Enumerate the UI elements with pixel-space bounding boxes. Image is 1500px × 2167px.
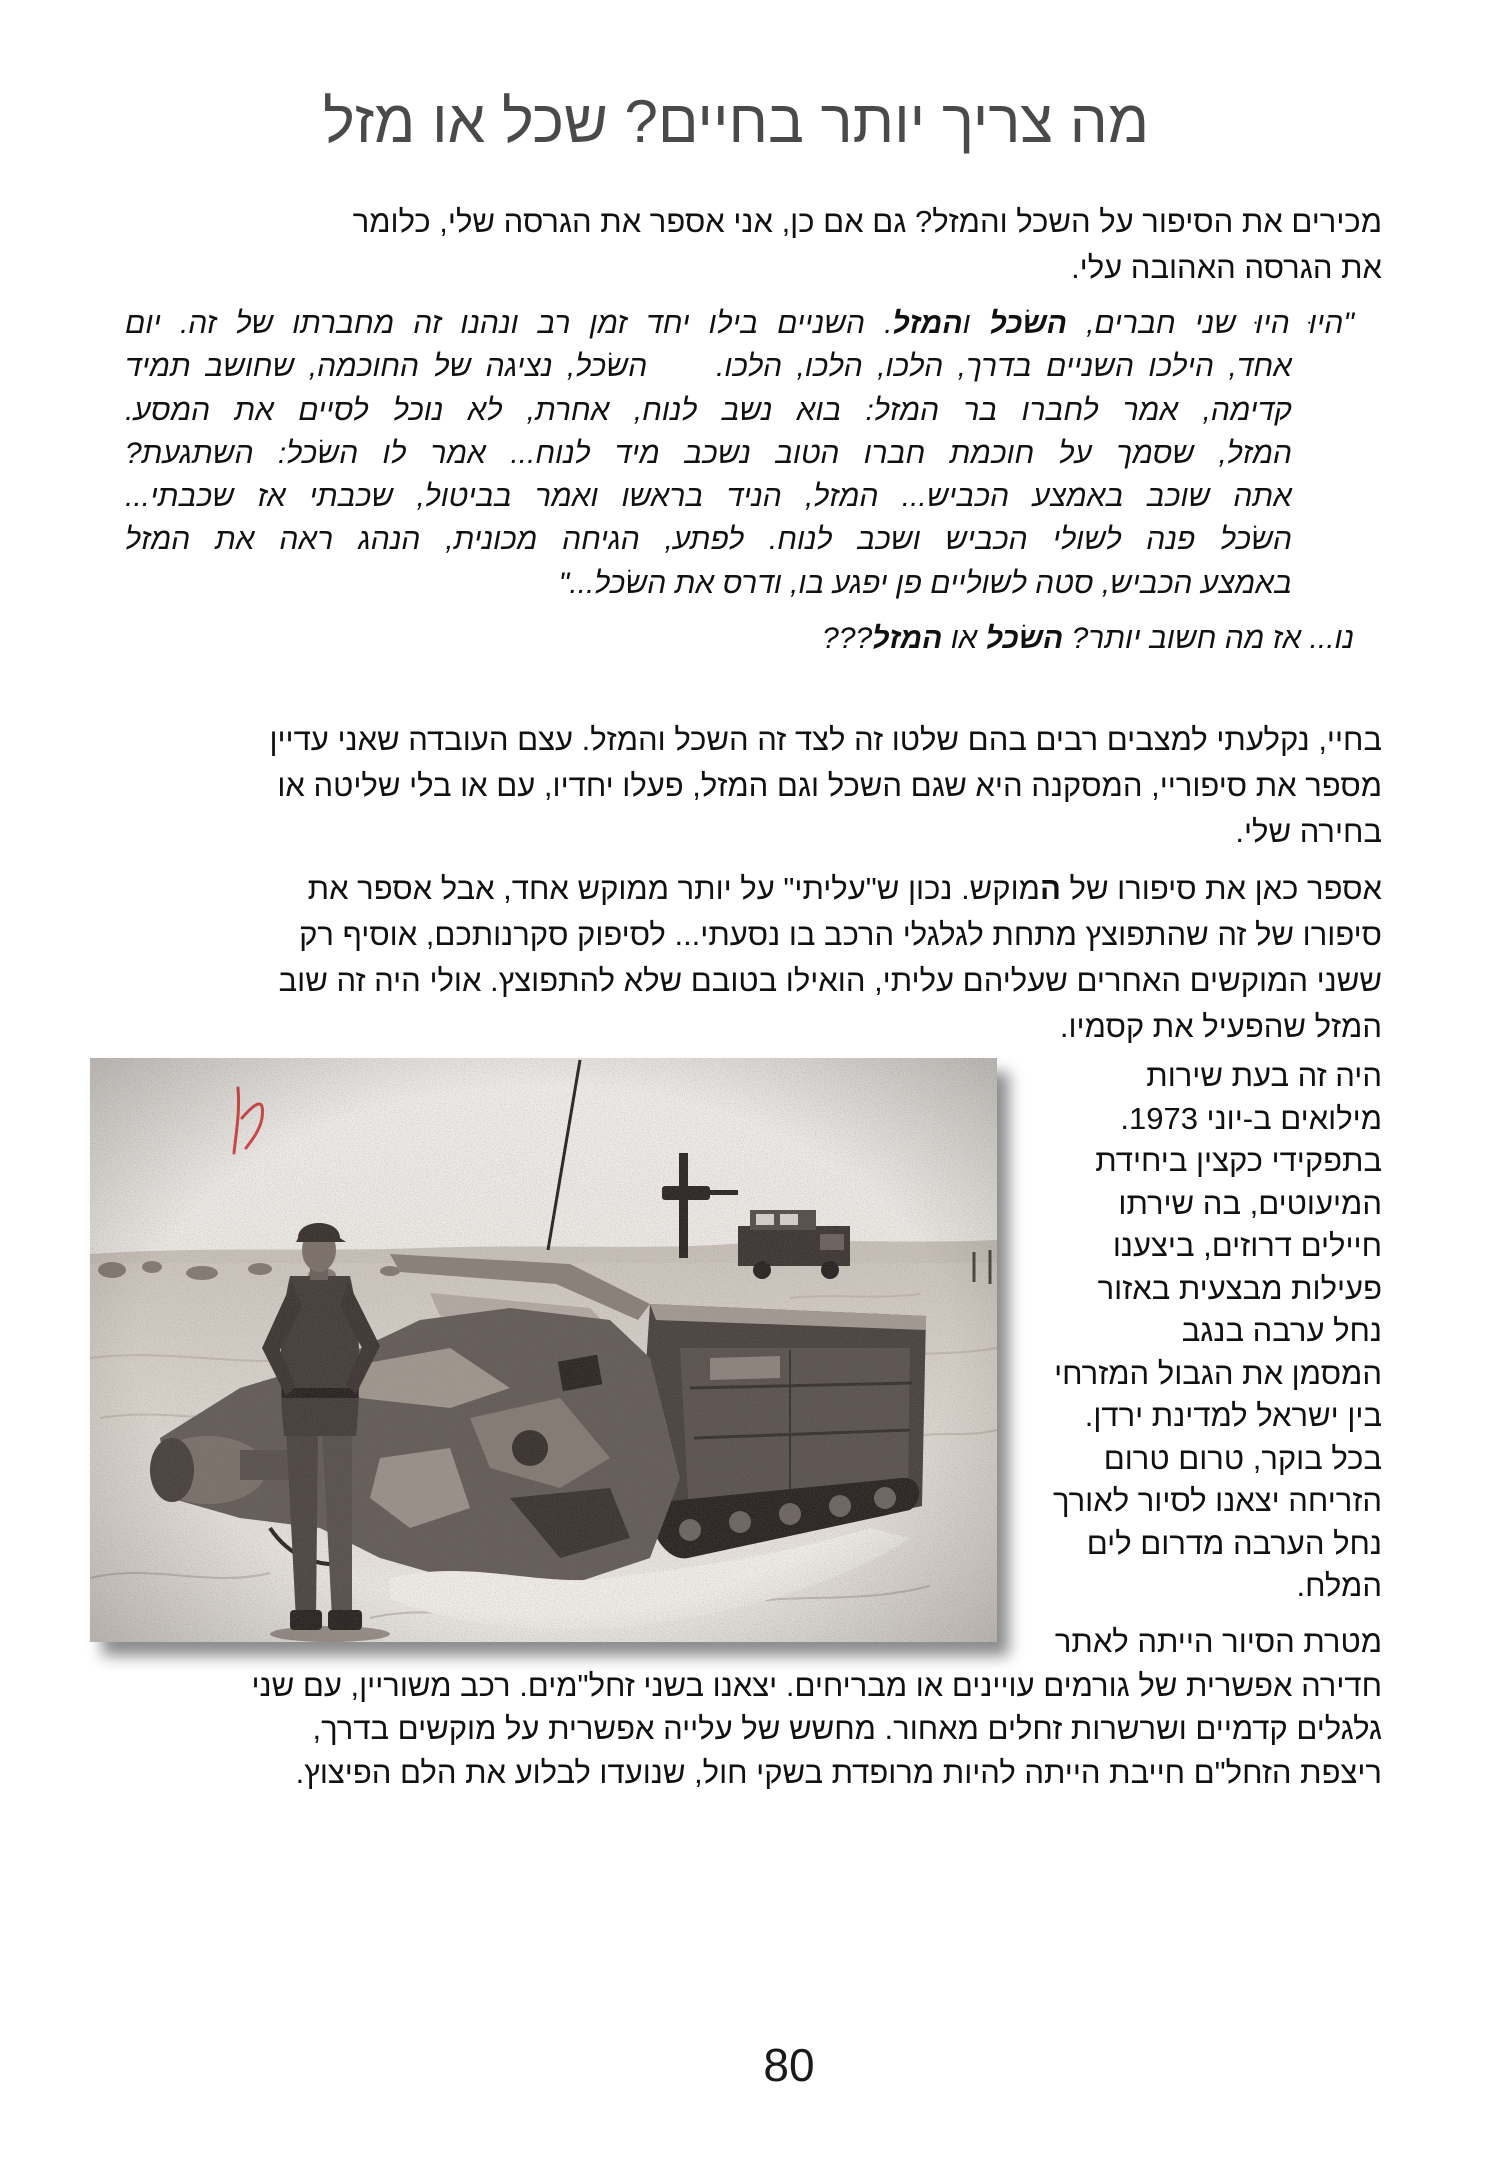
moral-text: ??? [822, 622, 873, 655]
side-line: המסמן את הגבול המזרחי [1054, 1355, 1382, 1391]
body-line: חדירה אפשרית של גורמים עויינים או מבריחים. יצאנו בשני זחל"מים. רכב משוריין, עם שני [251, 1667, 1382, 1703]
quote-line: קדימה, אמר לחברו בר המזל: בוא נשב לנוח, אחרת, לא נוכל לסיים את המסע. [125, 393, 1292, 427]
fable-moral [125, 617, 1354, 660]
body-line [132, 866, 1382, 912]
side-line: חיילים דרוזים, ביצענו [1112, 1228, 1382, 1263]
moral-text: או [942, 622, 986, 655]
body-text: מוקש. נכון ש"עליתי" על יותר ממוקש אחד, אבל אספר את [307, 871, 1040, 906]
moral-line [125, 617, 1354, 660]
quote-text: "היוּ היוּ שני חברים, [1067, 307, 1354, 340]
quote-bold-word: השׂכל [989, 307, 1068, 340]
body-line: ששני המוקשים האחרים שעליהם עליתי, הואילו בטובם שלא להתפוצץ. אולי היה זה שוב [278, 963, 1382, 998]
intro-line: את הגרסה האהובה עלי. [1071, 250, 1382, 285]
side-line: בתפקידי כקצין ביחידת [1095, 1143, 1382, 1178]
quote-line [125, 345, 1354, 388]
quote-text: . השניים בילו יחד זמן רב ונהנו זה מחברתו של זה. יום [125, 307, 893, 340]
quote-bold-word: המזל [892, 307, 963, 340]
side-line: הזריחה יצאנו לסיור לאורך [1052, 1483, 1382, 1518]
moral-bold-word: המזל [872, 622, 943, 655]
life-paragraph [132, 717, 1382, 855]
side-line: נחל הערבה מדרום לים [1086, 1525, 1382, 1561]
body-line: בחירה שלי. [1235, 814, 1382, 849]
moral-bold-word: השׂכל [985, 622, 1064, 655]
vignette [90, 1058, 997, 1642]
intro-line: מכירים את הסיפור על השכל והמזל? גם אם כן, אני אספר את הגרסה שלי, כלומר [352, 204, 1382, 239]
body-line: בחיי, נקלעתי למצבים רבים בהם שלטו זה לצד זה השכל והמזל. עצם העובדה שאני עדיין [269, 722, 1382, 757]
body-line: גלגלים קדמיים ושרשרות זחלים מאחור. מחשש של עלייה אפשרית על מוקשים בדרך, [312, 1711, 1382, 1746]
side-line: נחל ערבה בנגב [1181, 1313, 1382, 1348]
moral-text: נו... אז מה חשוב יותר? [1063, 622, 1354, 655]
quote-line: אתה שוכב באמצע הכביש... המזל, הניד בראשו ואמר בביטול, שכבתי אז שכבתי... [125, 480, 1292, 514]
mine-paragraph [132, 866, 1382, 1050]
side-line: בכל בוקר, טרום טרום [1103, 1440, 1382, 1476]
photo-illustration [90, 1058, 997, 1642]
body-line: ריצפת הזחל"ם חייבת הייתה להיות מרופדת בשקי חול, שנועדו לבלוע את הלם הפיצוץ. [295, 1754, 1382, 1790]
body-line: המזל שהפעיל את קסמיו. [1059, 1009, 1382, 1044]
side-line: בין ישראל למדינת ירדן. [1084, 1398, 1382, 1433]
side-line: המלח. [1296, 1568, 1382, 1603]
body-line: מספר את סיפוריי, המסקנה היא שגם השכל וגם המזל, פעלו יחדיו, עם או בלי שליטה או [277, 768, 1382, 803]
side-line: המיעוטים, בה שירתו [1118, 1185, 1382, 1221]
fable-quote [125, 302, 1354, 605]
body-bold-letter: ה [1039, 871, 1061, 906]
quote-text: השׂכל, נציגה של החוכמה, שחושב תמיד [125, 350, 648, 384]
body-line: סיפורו של זה שהתפוצץ מתחת לגלגלי הרכב בו נסעתי... לסיפוק סקרנותכם, אוסיף רק [299, 917, 1382, 952]
quote-line: המזל, שסמך על חוכמת חברו הטוב נשכב מיד לנוח... אמר לו השׂכל: השתגעת? [125, 436, 1292, 470]
side-line: פעילות מבצעית באזור [1097, 1270, 1382, 1306]
patrol-purpose-paragraph [132, 1620, 1382, 1794]
side-line: מילואים ב-יוני 1973. [1120, 1100, 1382, 1136]
quote-text: אחד, הילכו השניים בדרך, הלכו, הלכו, הלכו. [715, 350, 1292, 384]
quote-line: השׂכל פנה לשולי הכביש ושכב לנוח. לפתע, הגיחה מכונית, הנהג ראה את המזל [125, 523, 1292, 557]
body-text: אספר כאן את סיפורו של [1060, 871, 1382, 906]
page-title: מה צריך יותר בחיים? שכל או מזל [322, 88, 1150, 156]
photo-damaged-halftrack [90, 1058, 997, 1642]
service-paragraph [1028, 1055, 1382, 1608]
page-number: 80 [763, 2039, 815, 2091]
intro-paragraph [132, 199, 1382, 291]
quote-line: באמצע הכביש, סטה לשוליים פן יפגע בו, ודרס את השׂכל..." [558, 566, 1292, 600]
quote-line [125, 302, 1354, 345]
side-line: היה זה בעת שירות [1146, 1058, 1382, 1093]
quote-text: ו [962, 307, 990, 340]
body-line: מטרת הסיור הייתה לאתר [1054, 1624, 1382, 1659]
